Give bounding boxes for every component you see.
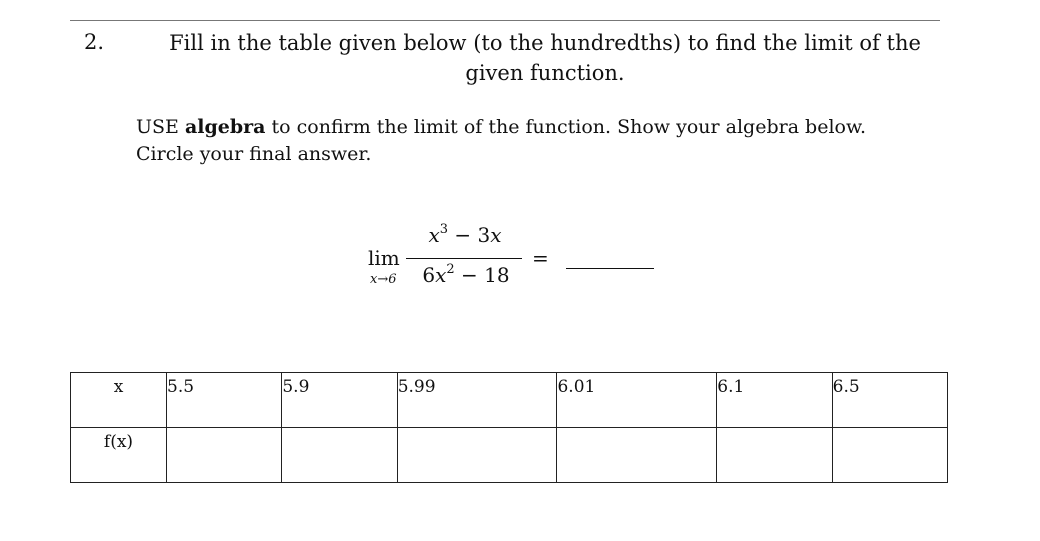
row-header-fx: f(x) [71,428,167,483]
values-table [70,372,948,483]
x-value-cell: 6.01 [557,373,717,428]
fraction-denominator [408,262,524,287]
fx-answer-cell[interactable] [832,428,947,483]
x-value-cell: 6.1 [717,373,832,428]
x-value-cell: 5.99 [397,373,557,428]
equals-sign: = [532,246,549,270]
fraction-bar [406,258,522,259]
limit-approach: x→6 [370,272,397,287]
fx-answer-cell[interactable] [717,428,832,483]
fx-answer-cell[interactable] [282,428,397,483]
fraction-numerator [410,222,520,247]
fx-answer-cell[interactable] [557,428,717,483]
numerator-variable: x [428,223,440,247]
numerator-exponent: 3 [439,222,449,237]
table-row-x [71,373,948,428]
question-number: 2. [84,30,105,54]
denominator-coefficient: 6 [422,263,436,287]
row-header-x: x [71,373,167,428]
numerator-variable-2: x [490,223,502,247]
instructions-prefix: USE [136,116,185,138]
limit-operator: lim [368,246,400,270]
answer-blank[interactable] [566,268,654,269]
denominator-exponent: 2 [446,262,455,277]
fx-answer-cell[interactable] [167,428,282,483]
top-rule [70,20,940,21]
prompt-line-2: given function. [465,61,625,85]
denominator-rest: − 18 [454,263,510,287]
instructions [136,114,926,168]
instructions-emphasis: algebra [184,116,266,138]
x-value-cell: 6.5 [832,373,947,428]
numerator-rest: − 3 [448,223,491,247]
table-row-fx [71,428,948,483]
denominator-variable: x [435,263,447,287]
instructions-rest: to confirm the limit of the function. Show your algebra below. Circle your final answer. [136,116,867,165]
question-prompt [150,28,940,88]
x-value-cell: 5.5 [167,373,282,428]
fx-answer-cell[interactable] [397,428,557,483]
prompt-line-1: Fill in the table given below (to the hundredths) to find the limit of the [169,31,921,55]
x-value-cell: 5.9 [282,373,397,428]
